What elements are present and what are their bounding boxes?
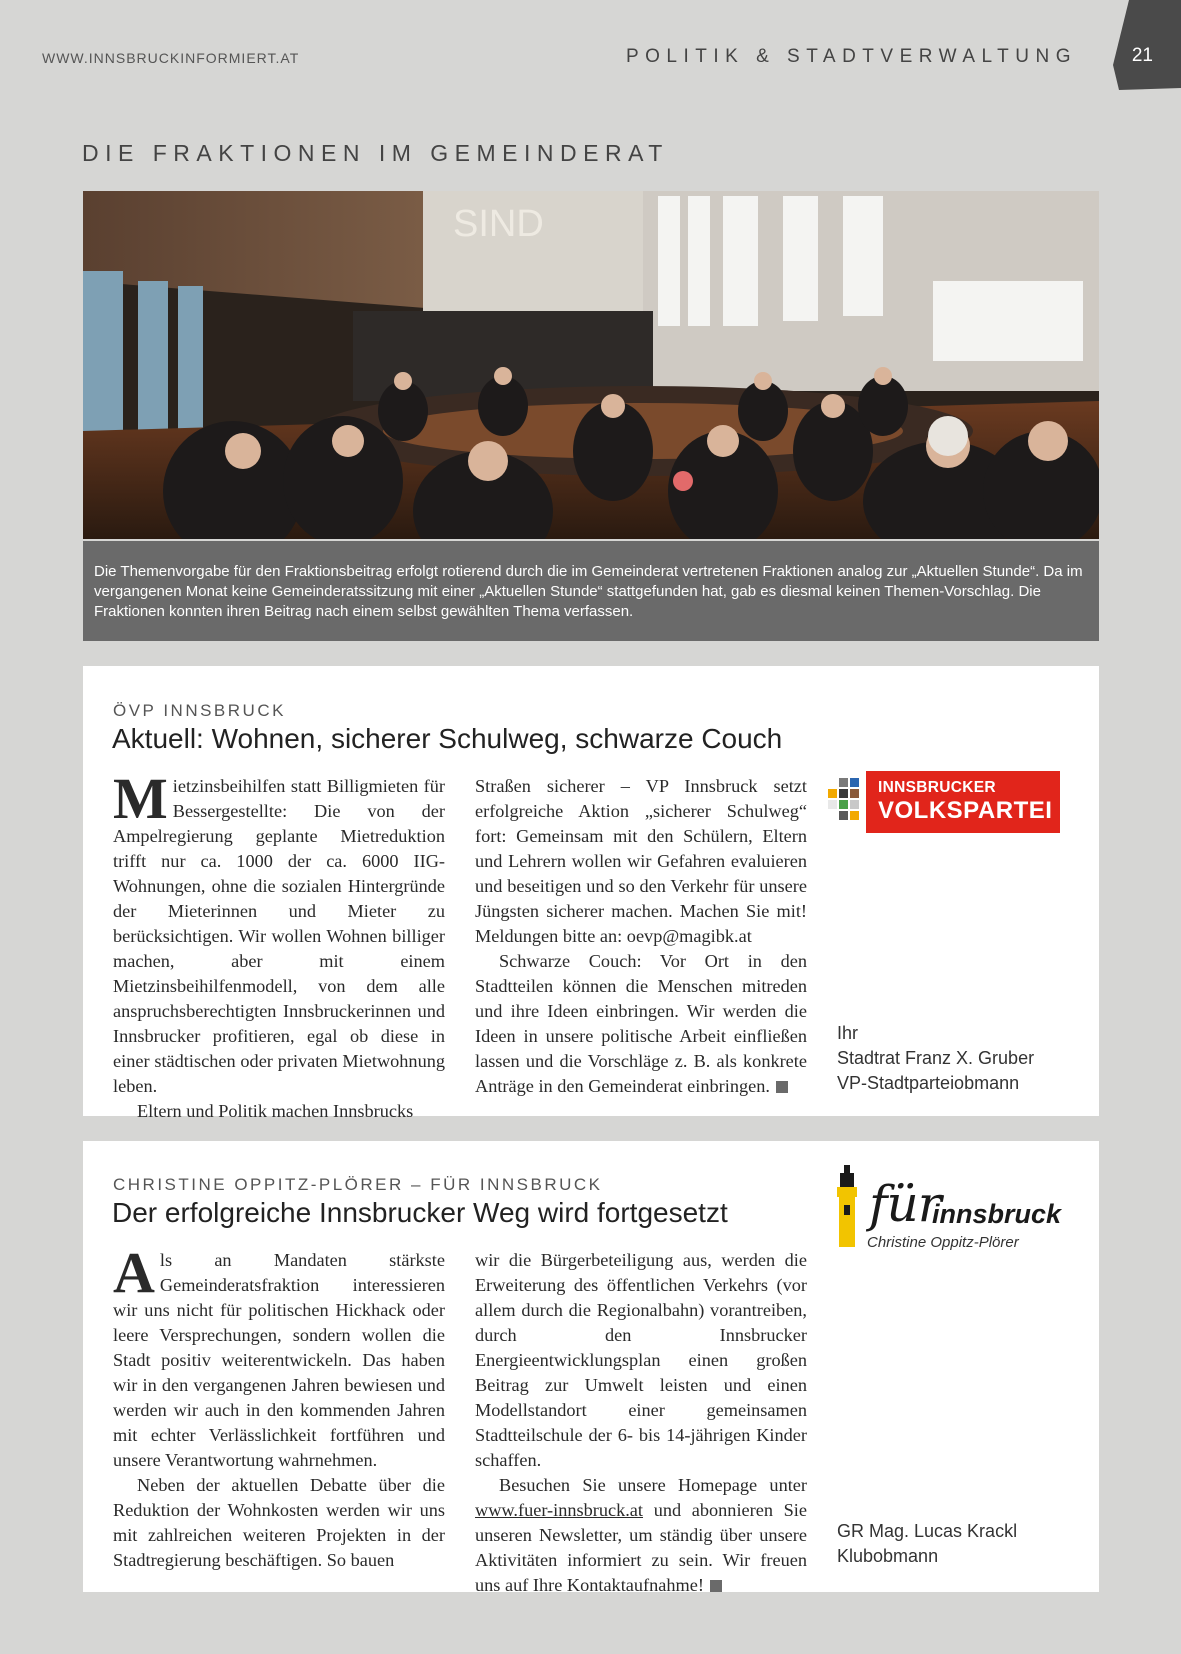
article-headline: Der erfolgreiche Innsbrucker Weg wird fortgesetzt	[112, 1197, 728, 1228]
fuer-innsbruck-logo	[835, 1165, 1075, 1255]
end-mark-icon	[710, 1580, 722, 1592]
end-mark-icon	[776, 1081, 788, 1093]
paragraph: Besuchen Sie unsere Homepage unter	[499, 1475, 807, 1495]
paragraph: Eltern und Politik machen Innsbrucks	[137, 1101, 414, 1121]
section-heading: POLITIK & STADTVERWALTUNG	[625, 46, 1077, 67]
paragraph: ietzinsbeihilfen statt Billigmieten für Bessergestellte: Die von der Ampelregierung geplante Mietreduktion trifft nur ca. 1000 der ca. 6000 IIG-Wohnungen, ohne die sozialen Hintergründe der Mieterinnen und Mieter zu berücksichtigen. Wir wollen Wohnen billiger machen, aber mit einem Mietzinsbeihilfenmodell, von dem alle anspruchsberechtigten Innsbruckerinnen und Innsbrucker profitieren, egal ob diese in einer städtischen oder privaten Mietwohnung leben.	[113, 776, 445, 1096]
signature-line: VP-Stadtparteiobmann	[837, 1073, 1020, 1093]
article-kicker: CHRISTINE OPPITZ-PLÖRER – FÜR INNSBRUCK	[113, 1175, 603, 1194]
article-column-2	[475, 1248, 807, 1598]
photo-caption: Die Themenvorgabe für den Fraktionsbeitrag erfolgt rotierend durch die im Gemeinderat vertretenen Fraktionen analog zur „Aktuellen Stunde“. Da im vergangenen Monat keine Gemeinderatssitzung mit einer „Aktuellen Stunde“ stattgefunden hat, gab es diesmal keinen Themen-Vorschlag. Die Fraktionen konnten ihren Beitrag nach einem selbst gewählten Thema verfassen.	[83, 541, 1099, 641]
tower-icon	[835, 1165, 869, 1255]
page-number: 21	[1131, 45, 1153, 66]
paragraph: Straßen sicherer – VP Innsbruck setzt erfolgreiche Aktion „sicherer Schulweg“ fort: Gemeinsam mit den Schülern, Eltern und Lehrern wollen wir Gefahren evaluieren und beseitigen und so den Verkehr für unsere Jüngsten sicherer machen. Machen Sie mit! Meldungen bitte an: oevp@magibk.at	[475, 776, 807, 946]
article-kicker: ÖVP INNSBRUCK	[113, 701, 286, 720]
homepage-link[interactable]: www.fuer-innsbruck.at	[475, 1500, 644, 1520]
paragraph: Neben der aktuellen Debatte über die Reduktion der Wohnkosten werden wir uns mit zahlreichen weiteren Projekten in der Stadtregierung beschäftigen. So bauen	[113, 1475, 445, 1570]
signature-block	[837, 1519, 1017, 1569]
council-chamber-photo	[83, 191, 1099, 539]
logo-name: Christine Oppitz-Plörer	[867, 1234, 1019, 1251]
logo-word-innsbruck: innsbruck	[932, 1199, 1062, 1229]
site-url[interactable]: WWW.INNSBRUCKINFORMIERT.AT	[42, 50, 300, 66]
article-column-2	[475, 774, 807, 1099]
paragraph: und abonnieren Sie unseren Newsletter, um ständig über unsere Aktivitäten informiert zu sein. Wir freuen uns auf Ihre Kontaktaufnahme!	[475, 1500, 807, 1595]
paragraph: Schwarze Couch: Vor Ort in den Stadtteilen können die Menschen mitreden und ihre Ideen einbringen. Wir werden die Ideen in unsere politische Arbeit einfließen lassen und die Vorschläge z. B. als konkrete Anträge in den Gemeinderat einbringen.	[475, 951, 807, 1096]
logo-text-bottom: VOLKSPARTEI	[878, 797, 1053, 824]
signature-line: Klubobmann	[837, 1546, 939, 1566]
article-column-1	[113, 766, 445, 1124]
signature-line: GR Mag. Lucas Krackl	[837, 1521, 1018, 1541]
paragraph: ls an Mandaten stärkste Gemeinderatsfraktion interessieren wir uns nicht für politischen Hickhack oder leere Versprechungen, sondern wollen die Stadt positiv weiterentwickeln. Das haben wir in den vergangenen Jahren bewiesen und werden wir auch in den kommenden Jahren mit echter Verlässlichkeit fortführen und unsere Verantwortung wahrnehmen.	[113, 1250, 445, 1470]
article-oevp	[83, 666, 1099, 1121]
page-title: DIE FRAKTIONEN IM GEMEINDERAT	[82, 140, 669, 166]
wall-lettering: SIND	[453, 203, 544, 245]
signature-line: Ihr	[837, 1023, 859, 1043]
article-fuer-innsbruck	[83, 1141, 1099, 1595]
logo-text-top: INNSBRUCKER	[878, 779, 996, 796]
dropcap: A	[113, 1240, 155, 1305]
volkspartei-logo	[828, 771, 1060, 833]
signature-line: Stadtrat Franz X. Gruber	[837, 1048, 1035, 1068]
article-column-1	[113, 1240, 445, 1573]
article-headline: Aktuell: Wohnen, sicherer Schulweg, schwarze Couch	[112, 723, 783, 754]
paragraph: wir die Bürgerbeteiligung aus, werden die Erweiterung des öffentlichen Verkehrs (vor allem durch die Regionalbahn) vorantreiben, durch den Innsbrucker Energieentwicklungsplan einen großen Beitrag zur Umwelt leisten und einen Modellstandort einer gemeinsamen Stadtteilschule der 6- bis 14-jährigen Kinder schaffen.	[475, 1250, 807, 1470]
dropcap: M	[113, 766, 168, 831]
logo-word-fuer: für	[869, 1175, 941, 1233]
signature-block	[837, 1021, 1034, 1096]
